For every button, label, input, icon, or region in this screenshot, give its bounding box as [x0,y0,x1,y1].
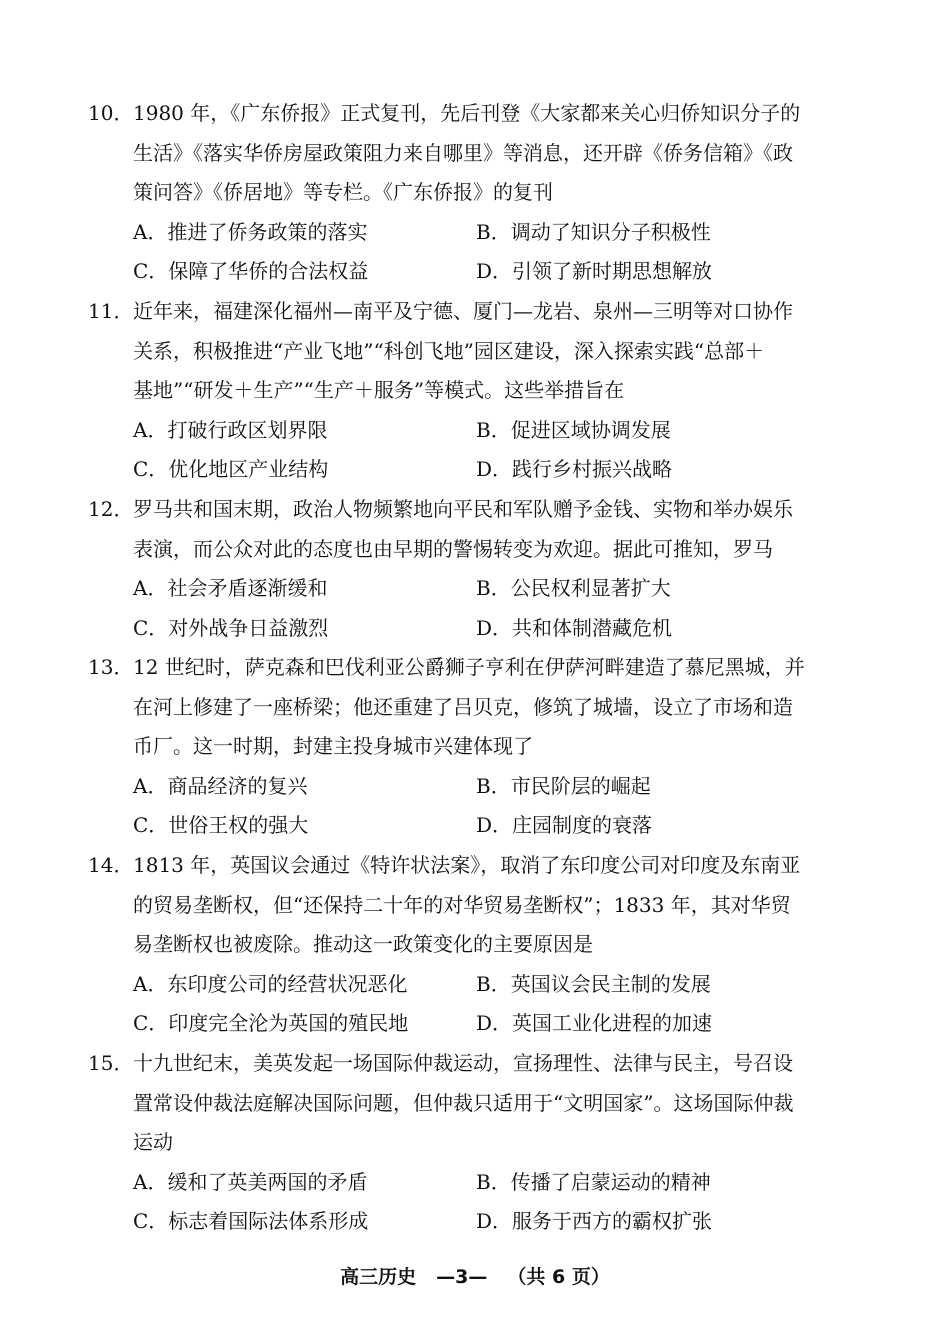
question-text-line: 罗马共和国末期，政治人物频繁地向平民和军队赠予金钱、实物和举办娱乐 [133,497,793,521]
option-c: C．世俗王权的强大 [133,813,309,837]
option-d: D．庄园制度的衰落 [476,813,653,837]
option-a: A．商品经济的复兴 [133,773,308,798]
page-footer [0,1262,950,1289]
question-text-line: 运动 [133,1130,173,1154]
question-text-line: 1813 年，英国议会通过《特许状法案》，取消了东印度公司对印度及东南亚 [133,853,801,877]
option-b: B．促进区域协调发展 [476,417,671,442]
question-12 [88,490,868,648]
question-number: 15． [88,1051,134,1075]
question-number: 13． [88,655,134,679]
question-number: 14． [88,853,134,877]
option-b: B．英国议会民主制的发展 [476,971,711,996]
question-14 [88,846,868,1044]
footer-subject: 高三历史 [340,1266,417,1288]
question-text-line: 关系，积极推进“产业飞地”“科创飞地”园区建设，深入探索实践“总部＋ [133,338,765,363]
option-c: C．标志着国际法体系形成 [133,1209,369,1233]
question-text-line: 的贸易垄断权，但“还保持二十年的对华贸易垄断权”；1833 年，其对华贸 [133,892,791,917]
option-a: A．打破行政区划界限 [133,417,328,442]
option-a: A．东印度公司的经营状况恶化 [133,971,408,996]
question-text-line: 币厂。这一时期，封建主投身城市兴建体现了 [133,734,533,758]
footer-total-pages: （共 6 页） [507,1266,610,1288]
option-c: C．保障了华侨的合法权益 [133,259,369,283]
question-text-line: 易垄断权也被废除。推动这一政策变化的主要原因是 [133,932,593,956]
option-a: A．社会矛盾逐渐缓和 [133,576,328,600]
question-text-line: 近年来，福建深化福州—南平及宁德、厦门—龙岩、泉州—三明等对口协作 [133,299,793,323]
option-b: B．公民权利显著扩大 [476,576,671,600]
option-d: D．共和体制潜藏危机 [476,615,673,640]
option-d: D．服务于西方的霸权扩张 [476,1209,713,1233]
question-number: 12． [88,497,134,521]
option-d: D．引领了新时期思想解放 [476,259,713,283]
option-d: D．践行乡村振兴战略 [476,457,673,481]
option-c: C．优化地区产业结构 [133,457,329,481]
option-c: C．印度完全沦为英国的殖民地 [133,1011,409,1035]
question-text-line: 生活》《落实华侨房屋政策阻力来自哪里》等消息，还开辟《侨务信箱》《政 [133,140,793,165]
question-15 [88,1044,868,1242]
question-text-line: 在河上修建了一座桥梁；他还重建了吕贝克，修筑了城墙，设立了市场和造 [133,694,793,719]
question-10 [88,94,868,292]
footer-page-number: —3— [436,1266,488,1288]
question-number: 11． [88,299,134,323]
question-text-line: 基地”“研发＋生产”“生产＋服务”等模式。这些举措旨在 [133,378,625,402]
question-text-line: 十九世纪末，美英发起一场国际仲裁运动，宣扬理性、法律与民主，号召设 [133,1051,793,1075]
question-text-line: 置常设仲裁法庭解决国际问题，但仲裁只适用于“文明国家”。这场国际仲裁 [133,1090,794,1115]
option-a: A．推进了侨务政策的落实 [133,219,368,244]
question-text-line: 12 世纪时，萨克森和巴伐利亚公爵狮子亨利在伊萨河畔建造了慕尼黑城，并 [133,655,805,679]
question-11 [88,292,868,490]
question-text-line: 表演，而公众对此的态度也由早期的警惕转变为欢迎。据此可推知，罗马 [133,536,773,561]
question-text-line: 1980 年，《广东侨报》正式复刊，先后刊登《大家都来关心归侨知识分子的 [133,101,801,125]
option-c: C．对外战争日益激烈 [133,615,329,640]
question-13 [88,648,868,846]
option-d: D．英国工业化进程的加速 [476,1011,713,1035]
option-b: B．市民阶层的崛起 [476,773,651,798]
option-b: B．调动了知识分子积极性 [476,219,711,244]
question-text-line: 策问答》《侨居地》等专栏。《广东侨报》的复刊 [133,180,553,204]
option-b: B．传播了启蒙运动的精神 [476,1169,711,1194]
option-a: A．缓和了英美两国的矛盾 [133,1169,368,1194]
question-number: 10． [88,101,134,125]
